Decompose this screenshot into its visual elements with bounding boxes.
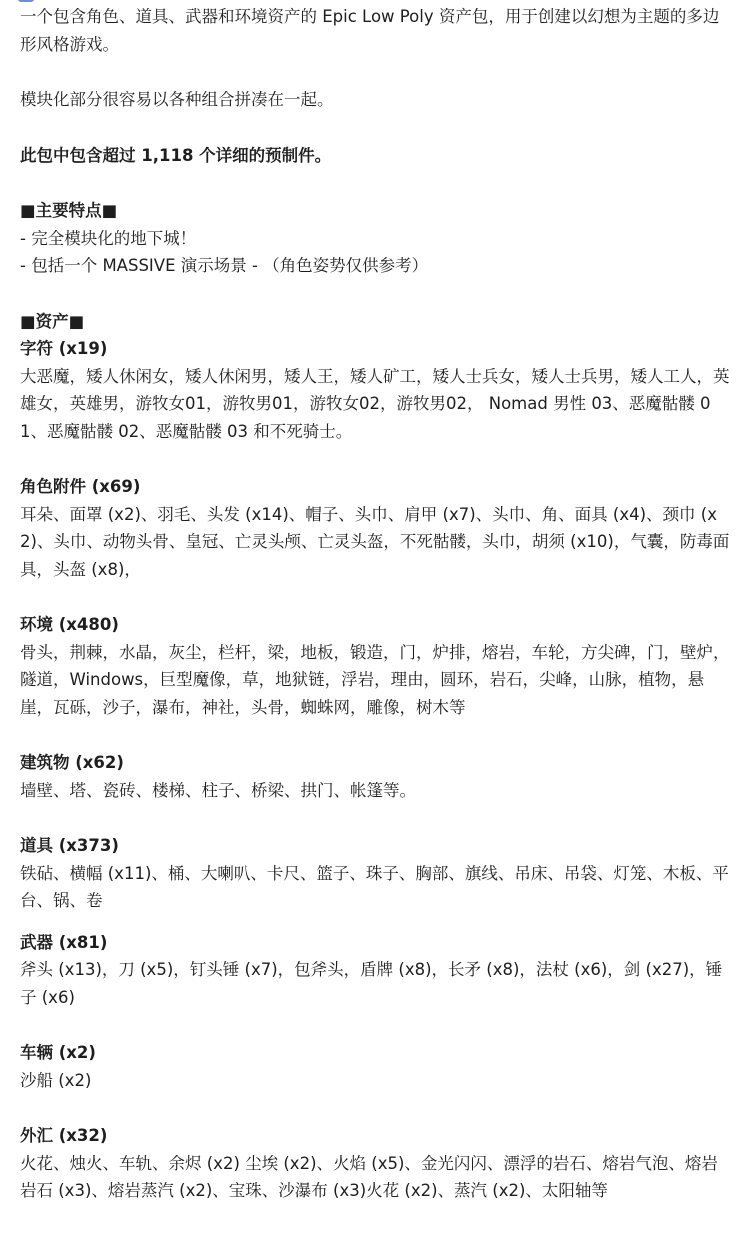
- top-accent-bar: [18, 0, 34, 2]
- asset-section-character-attachments: [20, 473, 732, 583]
- asset-section-buildings: [20, 749, 732, 804]
- section-text: 大恶魔，矮人休闲女，矮人休闲男，矮人王，矮人矿工，矮人士兵女，矮人士兵男，矮人工人，英雄女，英雄男，游牧女01，游牧男01，游牧女02，游牧男02， Nomad 男性 03、恶魔骷髅 01、恶魔骷髅 02、恶魔骷髅 03 和不死骑士。: [20, 366, 730, 441]
- spacer: [20, 915, 732, 929]
- section-text: 沙船 (x2): [20, 1070, 92, 1090]
- section-text: 骨头，荆棘，水晶，灰尘，栏杆，梁，地板，锻造，门，炉排，熔岩，车轮，方尖碑，门，壁炉，隧道，Windows，巨型魔像，草，地狱链，浮岩，理由，圆环，岩石，尖峰，山脉，植物，悬崖，瓦砾，沙子，瀑布，神社，头骨，蜘蛛网，雕像，树木等: [20, 642, 730, 717]
- asset-section-props: [20, 832, 732, 915]
- spacer: [20, 169, 732, 197]
- spacer: [20, 721, 732, 749]
- spacer: [20, 445, 732, 473]
- spacer: [20, 1011, 732, 1039]
- section-title: 道具 (x373): [20, 836, 119, 855]
- asset-section-fx: [20, 1122, 732, 1205]
- modular-note: 模块化部分很容易以各种组合拼凑在一起。: [20, 90, 334, 109]
- section-title: 角色附件 (x69): [20, 477, 141, 496]
- spacer: [20, 280, 732, 308]
- section-title: 字符 (x19): [20, 339, 108, 358]
- section-title: 环境 (x480): [20, 615, 119, 634]
- section-title: 武器 (x81): [20, 932, 108, 952]
- spacer: [20, 804, 732, 832]
- section-title: 建筑物 (x62): [20, 753, 124, 772]
- spacer: [20, 583, 732, 611]
- section-text: 火花、烛火、车轨、余烬 (x2) 尘埃 (x2)、火焰 (x5)、金光闪闪、漂浮的岩石、熔岩气泡、熔岩岩石 (x3)、熔岩蒸汽 (x2)、宝珠、沙瀑布 (x3)火花 (x2)、蒸汽 (x2)、太阳轴等: [20, 1153, 718, 1200]
- section-text: 墙壁、塔、瓷砖、楼梯、柱子、桥梁、拱门、帐篷等。: [20, 780, 416, 800]
- spacer: [20, 1094, 732, 1122]
- feature-item: - 完全模块化的地下城！: [20, 228, 197, 248]
- asset-section-environment: [20, 611, 732, 721]
- feature-item: - 包括一个 MASSIVE 演示场景 - （角色姿势仅供参考）: [20, 256, 429, 275]
- asset-section-vehicles: [20, 1039, 732, 1094]
- prefab-count-note: 此包中包含超过 1,118 个详细的预制件。: [20, 145, 332, 165]
- spacer: [20, 114, 732, 142]
- asset-section-weapons: [20, 929, 732, 1012]
- section-title: 外汇 (x32): [20, 1126, 108, 1145]
- section-text: 耳朵、面罩 (x2)、羽毛、头发 (x14)、帽子、头巾、肩甲 (x7)、头巾、角、面具 (x4)、颈巾 (x2)、头巾、动物头骨、皇冠、亡灵头颅、亡灵头盔，不死骷髅，头巾，胡须 (x10)，气囊，防毒面具，头盔 (x8)，: [20, 504, 730, 579]
- product-description: [20, 3, 732, 1205]
- section-title: 车辆 (x2): [20, 1043, 96, 1062]
- assets-heading: ■资产■: [20, 311, 85, 331]
- section-text: 斧头 (x13)，刀 (x5)，钉头锤 (x7)，包斧头，盾牌 (x8)，长矛 (x8)，法杖 (x6)，剑 (x27)，锤子 (x6): [20, 960, 723, 1007]
- spacer: [20, 58, 732, 86]
- intro-paragraph: 一个包含角色、道具、武器和环境资产的 Epic Low Poly 资产包，用于创建以幻想为主题的多边形风格游戏。: [20, 7, 720, 54]
- features-heading: ■主要特点■: [20, 201, 118, 220]
- asset-section-characters: [20, 335, 732, 445]
- section-text: 铁砧、横幅 (x11)、桶、大喇叭、卡尺、篮子、珠子、胸部、旗线、吊床、吊袋、灯笼、木板、平台、锅、卷: [20, 863, 729, 910]
